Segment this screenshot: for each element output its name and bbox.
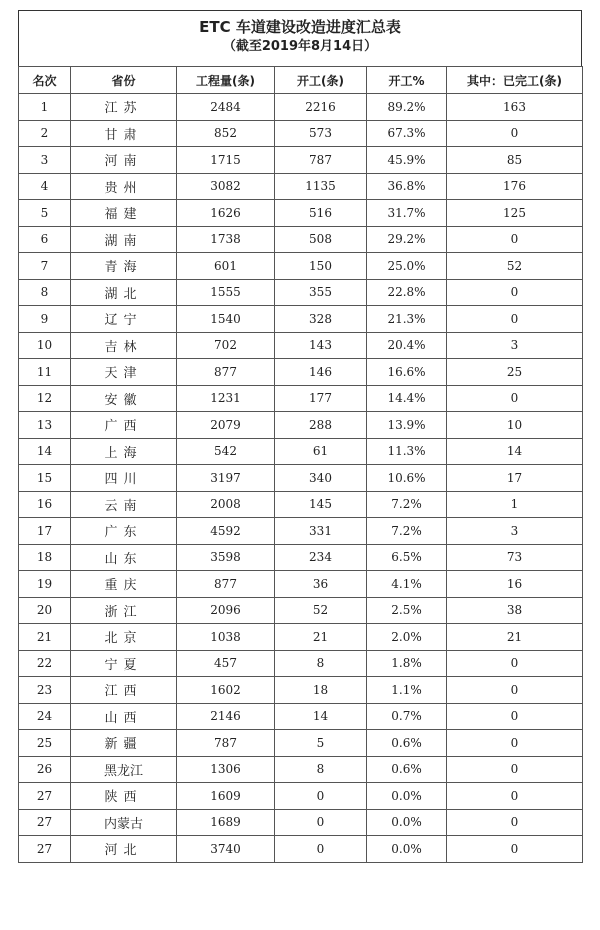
cell-started: 143 (275, 332, 367, 359)
cell-completed: 0 (447, 677, 583, 704)
cell-completed: 52 (447, 253, 583, 280)
cell-total: 4592 (177, 518, 275, 545)
cell-province: 四川 (71, 465, 177, 492)
cell-province: 山西 (71, 703, 177, 730)
cell-completed: 85 (447, 147, 583, 174)
cell-completed: 1 (447, 491, 583, 518)
cell-province: 福建 (71, 200, 177, 227)
cell-percent: 36.8% (367, 173, 447, 200)
cell-started: 787 (275, 147, 367, 174)
cell-rank: 3 (19, 147, 71, 174)
cell-completed: 0 (447, 226, 583, 253)
cell-started: 52 (275, 597, 367, 624)
cell-percent: 7.2% (367, 518, 447, 545)
table-row (19, 438, 583, 465)
cell-percent: 0.6% (367, 756, 447, 783)
progress-table (18, 66, 583, 863)
cell-total: 2484 (177, 94, 275, 121)
cell-started: 0 (275, 836, 367, 863)
cell-rank: 17 (19, 518, 71, 545)
cell-completed: 0 (447, 703, 583, 730)
cell-total: 3740 (177, 836, 275, 863)
cell-started: 508 (275, 226, 367, 253)
table-row (19, 306, 583, 333)
cell-province: 青海 (71, 253, 177, 280)
table-row (19, 597, 583, 624)
header-rank: 名次 (19, 67, 71, 94)
cell-province: 广西 (71, 412, 177, 439)
cell-province: 上海 (71, 438, 177, 465)
cell-started: 145 (275, 491, 367, 518)
cell-total: 1609 (177, 783, 275, 810)
cell-completed: 16 (447, 571, 583, 598)
cell-completed: 0 (447, 836, 583, 863)
cell-percent: 14.4% (367, 385, 447, 412)
header-total: 工程量(条) (177, 67, 275, 94)
cell-percent: 1.1% (367, 677, 447, 704)
cell-percent: 20.4% (367, 332, 447, 359)
table-body (19, 94, 583, 863)
cell-province: 河南 (71, 147, 177, 174)
cell-percent: 4.1% (367, 571, 447, 598)
cell-province: 黑龙江 (71, 756, 177, 783)
table-row (19, 94, 583, 121)
cell-rank: 25 (19, 730, 71, 757)
cell-rank: 21 (19, 624, 71, 651)
cell-started: 146 (275, 359, 367, 386)
cell-percent: 0.0% (367, 783, 447, 810)
cell-rank: 27 (19, 783, 71, 810)
cell-started: 150 (275, 253, 367, 280)
cell-percent: 0.6% (367, 730, 447, 757)
cell-percent: 21.3% (367, 306, 447, 333)
table-row (19, 253, 583, 280)
cell-percent: 45.9% (367, 147, 447, 174)
cell-total: 877 (177, 359, 275, 386)
table-row (19, 200, 583, 227)
cell-completed: 0 (447, 120, 583, 147)
cell-percent: 2.5% (367, 597, 447, 624)
cell-percent: 0.0% (367, 809, 447, 836)
cell-rank: 13 (19, 412, 71, 439)
cell-started: 18 (275, 677, 367, 704)
cell-rank: 2 (19, 120, 71, 147)
cell-rank: 10 (19, 332, 71, 359)
cell-rank: 24 (19, 703, 71, 730)
cell-total: 2146 (177, 703, 275, 730)
cell-total: 877 (177, 571, 275, 598)
cell-rank: 11 (19, 359, 71, 386)
cell-completed: 0 (447, 279, 583, 306)
cell-rank: 6 (19, 226, 71, 253)
cell-started: 328 (275, 306, 367, 333)
cell-started: 61 (275, 438, 367, 465)
cell-completed: 163 (447, 94, 583, 121)
table-row (19, 571, 583, 598)
cell-province: 吉林 (71, 332, 177, 359)
cell-total: 542 (177, 438, 275, 465)
cell-completed: 0 (447, 783, 583, 810)
cell-province: 湖南 (71, 226, 177, 253)
table-row (19, 544, 583, 571)
cell-completed: 73 (447, 544, 583, 571)
cell-percent: 11.3% (367, 438, 447, 465)
cell-rank: 22 (19, 650, 71, 677)
table-row (19, 359, 583, 386)
cell-rank: 18 (19, 544, 71, 571)
table-title: ETC 车道建设改造进度汇总表 (199, 18, 401, 36)
cell-province: 宁夏 (71, 650, 177, 677)
cell-rank: 23 (19, 677, 71, 704)
cell-started: 8 (275, 756, 367, 783)
cell-province: 浙江 (71, 597, 177, 624)
cell-completed: 125 (447, 200, 583, 227)
cell-started: 14 (275, 703, 367, 730)
table-row (19, 279, 583, 306)
table-row (19, 783, 583, 810)
cell-province: 安徽 (71, 385, 177, 412)
cell-percent: 89.2% (367, 94, 447, 121)
progress-summary-sheet (18, 10, 582, 863)
table-row (19, 412, 583, 439)
cell-started: 573 (275, 120, 367, 147)
cell-province: 云南 (71, 491, 177, 518)
cell-rank: 19 (19, 571, 71, 598)
table-row (19, 173, 583, 200)
cell-started: 0 (275, 783, 367, 810)
cell-province: 天津 (71, 359, 177, 386)
table-row (19, 491, 583, 518)
cell-rank: 7 (19, 253, 71, 280)
cell-started: 234 (275, 544, 367, 571)
cell-province: 河北 (71, 836, 177, 863)
cell-rank: 4 (19, 173, 71, 200)
cell-percent: 13.9% (367, 412, 447, 439)
header-province: 省份 (71, 67, 177, 94)
cell-completed: 0 (447, 809, 583, 836)
cell-province: 陕西 (71, 783, 177, 810)
header-row (19, 67, 583, 94)
table-row (19, 465, 583, 492)
cell-rank: 5 (19, 200, 71, 227)
cell-total: 1689 (177, 809, 275, 836)
cell-total: 787 (177, 730, 275, 757)
cell-started: 5 (275, 730, 367, 757)
cell-province: 重庆 (71, 571, 177, 598)
cell-rank: 12 (19, 385, 71, 412)
cell-total: 1038 (177, 624, 275, 651)
cell-completed: 3 (447, 518, 583, 545)
table-row (19, 650, 583, 677)
cell-total: 1626 (177, 200, 275, 227)
cell-total: 2096 (177, 597, 275, 624)
table-row (19, 756, 583, 783)
cell-total: 1231 (177, 385, 275, 412)
cell-started: 1135 (275, 173, 367, 200)
table-row (19, 836, 583, 863)
cell-started: 331 (275, 518, 367, 545)
table-row (19, 730, 583, 757)
cell-rank: 27 (19, 836, 71, 863)
cell-rank: 14 (19, 438, 71, 465)
cell-province: 辽宁 (71, 306, 177, 333)
cell-province: 江西 (71, 677, 177, 704)
cell-total: 2008 (177, 491, 275, 518)
cell-rank: 16 (19, 491, 71, 518)
cell-started: 355 (275, 279, 367, 306)
cell-completed: 0 (447, 306, 583, 333)
table-row (19, 518, 583, 545)
cell-percent: 6.5% (367, 544, 447, 571)
table-row (19, 147, 583, 174)
cell-province: 山东 (71, 544, 177, 571)
table-row (19, 385, 583, 412)
cell-total: 3082 (177, 173, 275, 200)
cell-completed: 0 (447, 730, 583, 757)
cell-province: 内蒙古 (71, 809, 177, 836)
header-percent: 开工% (367, 67, 447, 94)
cell-total: 1540 (177, 306, 275, 333)
header-completed: 其中：已完工(条) (447, 67, 583, 94)
cell-total: 457 (177, 650, 275, 677)
cell-rank: 27 (19, 809, 71, 836)
cell-percent: 29.2% (367, 226, 447, 253)
cell-percent: 1.8% (367, 650, 447, 677)
table-row (19, 120, 583, 147)
cell-percent: 31.7% (367, 200, 447, 227)
cell-started: 516 (275, 200, 367, 227)
title-block (18, 10, 582, 66)
cell-total: 2079 (177, 412, 275, 439)
cell-percent: 0.7% (367, 703, 447, 730)
cell-started: 21 (275, 624, 367, 651)
cell-rank: 26 (19, 756, 71, 783)
cell-total: 1602 (177, 677, 275, 704)
cell-started: 2216 (275, 94, 367, 121)
cell-percent: 67.3% (367, 120, 447, 147)
cell-completed: 0 (447, 650, 583, 677)
table-row (19, 703, 583, 730)
cell-completed: 0 (447, 385, 583, 412)
cell-completed: 0 (447, 756, 583, 783)
cell-province: 湖北 (71, 279, 177, 306)
cell-province: 甘肃 (71, 120, 177, 147)
cell-province: 贵州 (71, 173, 177, 200)
cell-completed: 25 (447, 359, 583, 386)
cell-completed: 10 (447, 412, 583, 439)
cell-completed: 38 (447, 597, 583, 624)
cell-total: 3598 (177, 544, 275, 571)
cell-completed: 176 (447, 173, 583, 200)
cell-total: 1738 (177, 226, 275, 253)
cell-rank: 20 (19, 597, 71, 624)
cell-total: 1715 (177, 147, 275, 174)
cell-total: 601 (177, 253, 275, 280)
cell-rank: 8 (19, 279, 71, 306)
cell-started: 177 (275, 385, 367, 412)
cell-total: 852 (177, 120, 275, 147)
cell-total: 1555 (177, 279, 275, 306)
cell-province: 广东 (71, 518, 177, 545)
cell-completed: 17 (447, 465, 583, 492)
header-started: 开工(条) (275, 67, 367, 94)
cell-rank: 15 (19, 465, 71, 492)
table-row (19, 809, 583, 836)
table-row (19, 677, 583, 704)
table-row (19, 624, 583, 651)
cell-percent: 22.8% (367, 279, 447, 306)
cell-percent: 0.0% (367, 836, 447, 863)
cell-total: 3197 (177, 465, 275, 492)
cell-percent: 16.6% (367, 359, 447, 386)
cell-province: 新疆 (71, 730, 177, 757)
cell-percent: 7.2% (367, 491, 447, 518)
cell-completed: 21 (447, 624, 583, 651)
cell-started: 36 (275, 571, 367, 598)
cell-started: 8 (275, 650, 367, 677)
cell-started: 340 (275, 465, 367, 492)
cell-started: 288 (275, 412, 367, 439)
cell-total: 702 (177, 332, 275, 359)
cell-started: 0 (275, 809, 367, 836)
cell-rank: 9 (19, 306, 71, 333)
cell-rank: 1 (19, 94, 71, 121)
cell-province: 北京 (71, 624, 177, 651)
cell-completed: 14 (447, 438, 583, 465)
table-subtitle: （截至2019年8月14日） (222, 39, 378, 54)
cell-percent: 10.6% (367, 465, 447, 492)
cell-total: 1306 (177, 756, 275, 783)
cell-completed: 3 (447, 332, 583, 359)
cell-percent: 2.0% (367, 624, 447, 651)
cell-province: 江苏 (71, 94, 177, 121)
table-row (19, 332, 583, 359)
table-row (19, 226, 583, 253)
cell-percent: 25.0% (367, 253, 447, 280)
